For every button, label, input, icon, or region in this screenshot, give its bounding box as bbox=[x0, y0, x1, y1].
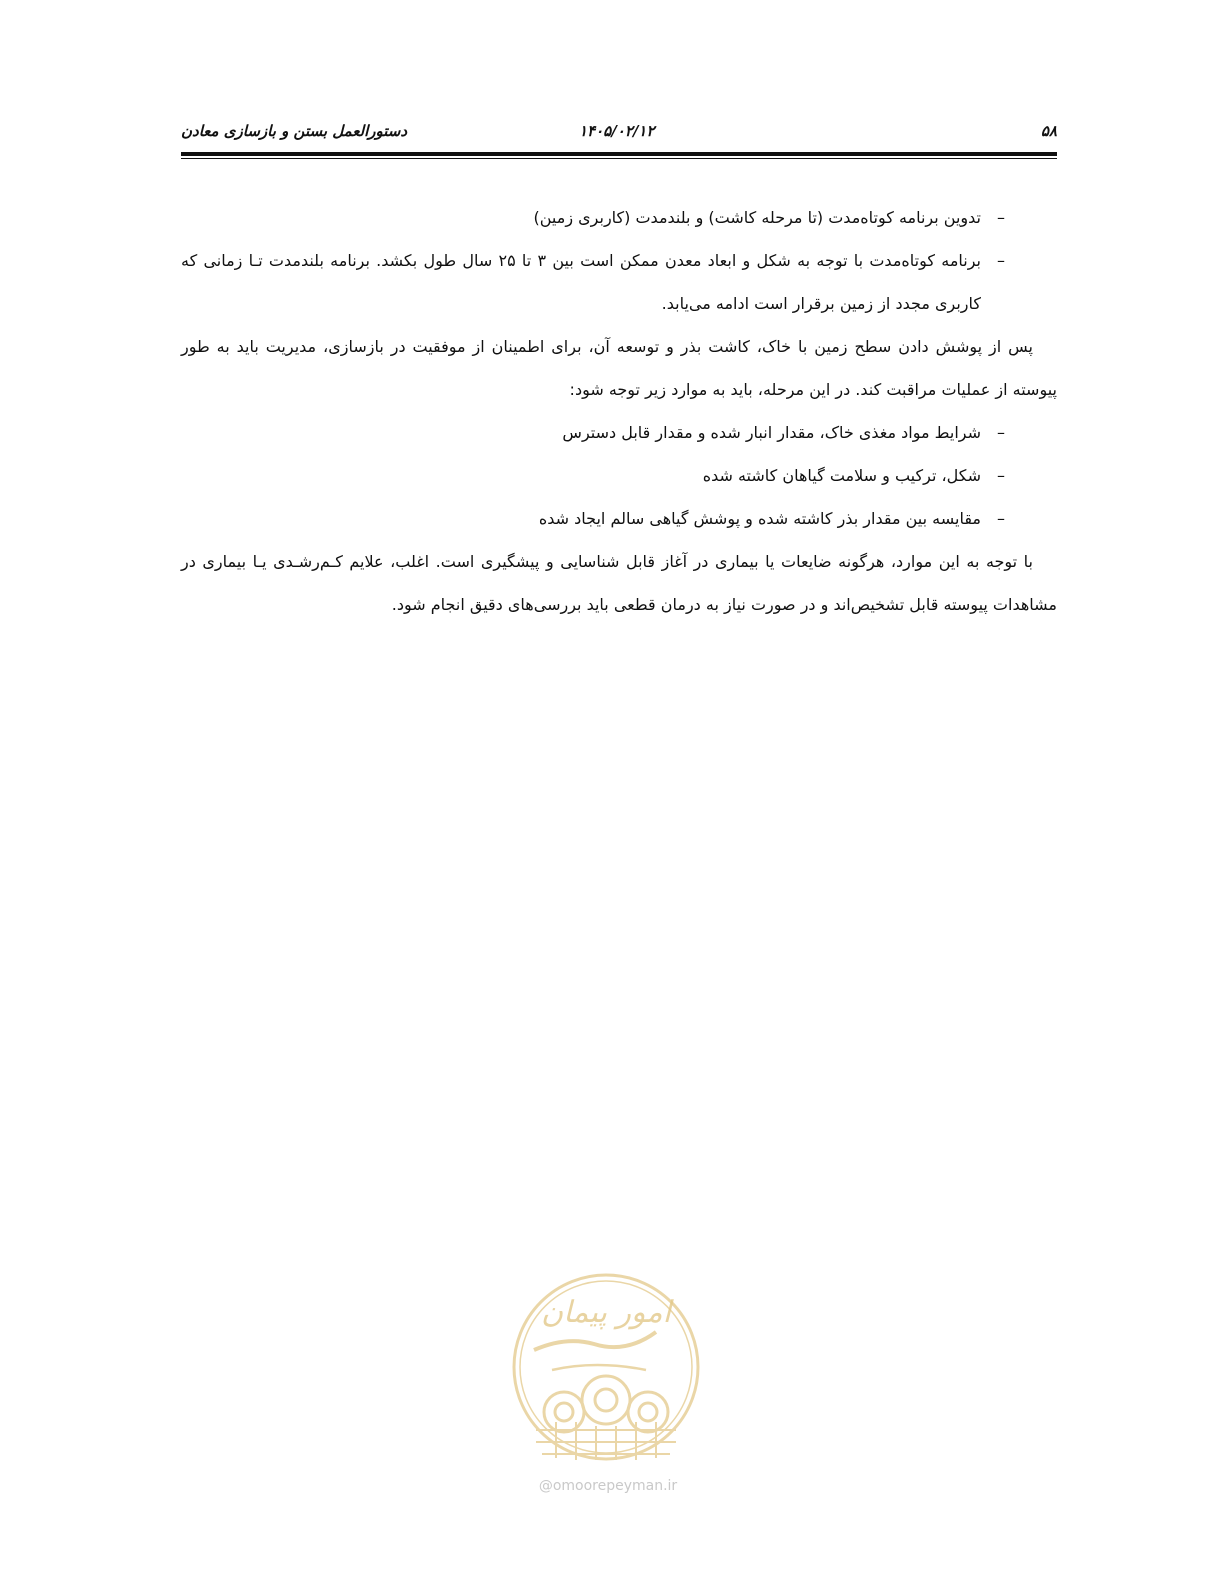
dash-marker: – bbox=[997, 251, 1005, 270]
dash-marker: – bbox=[997, 466, 1005, 485]
page-header bbox=[181, 118, 1057, 148]
body-paragraph: با توجه به این موارد، هرگونه ضایعات یا بیماری در آغاز قابل شناسایی و پیشگیری است. اغلب، علایم کـم‌رشـدی یـا بیماری در مشاهدات پیوسته قابل تشخیص‌اند و در صورت نیاز به درمان قطعی باید بررسی‌های دقیق انجام شود. bbox=[181, 552, 1057, 614]
document-title: دستورالعمل بستن و بازسازی معادن bbox=[181, 122, 408, 140]
list-item-text: برنامه کوتاه‌مدت با توجه به شکل و ابعاد معدن ممکن است بین ۳ تا ۲۵ سال طول بکشد. برنامه بلندمدت تـا زمانی که کاربری مجدد از زمین برقرار است ادامه می‌یابد. bbox=[181, 251, 982, 313]
dash-marker: – bbox=[997, 423, 1005, 442]
watermark-logo-icon bbox=[506, 1262, 706, 1492]
header-date: ۱۴۰۵/۰۲/۱۲ bbox=[579, 122, 655, 140]
list-item bbox=[181, 196, 1057, 239]
list-item-text: شکل، ترکیب و سلامت گیاهان کاشته شده bbox=[702, 466, 981, 485]
watermark-logo-text: امور پیمان bbox=[541, 1295, 671, 1330]
header-rule-thin bbox=[181, 158, 1057, 159]
dash-marker: – bbox=[997, 208, 1005, 227]
list-item-text: مقایسه بین مقدار بذر کاشته شده و پوشش گیاهی سالم ایجاد شده bbox=[538, 509, 981, 528]
list-item bbox=[181, 454, 1057, 497]
header-rule-thick bbox=[181, 152, 1057, 156]
page-content bbox=[181, 196, 1057, 626]
dash-marker: – bbox=[997, 509, 1005, 528]
list-item bbox=[181, 239, 1057, 325]
list-item bbox=[181, 497, 1057, 540]
page-number: ۵۸ bbox=[1040, 122, 1057, 140]
body-paragraph: پس از پوشش دادن سطح زمین با خاک، کاشت بذر و توسعه آن، برای اطمینان از موفقیت در بازسازی، مدیریت باید به طور پیوسته از عملیات مراقبت کند. در این مرحله، باید به موارد زیر توجه شود: bbox=[181, 337, 1057, 399]
watermark-url: @omoorepeyman.ir bbox=[538, 1478, 678, 1494]
list-item-text: تدوین برنامه کوتاه‌مدت (تا مرحله کاشت) و بلندمدت (کاربری زمین) bbox=[533, 208, 981, 227]
list-item-text: شرایط مواد مغذی خاک، مقدار انبار شده و مقدار قابل دسترس bbox=[562, 423, 981, 442]
list-item bbox=[181, 411, 1057, 454]
